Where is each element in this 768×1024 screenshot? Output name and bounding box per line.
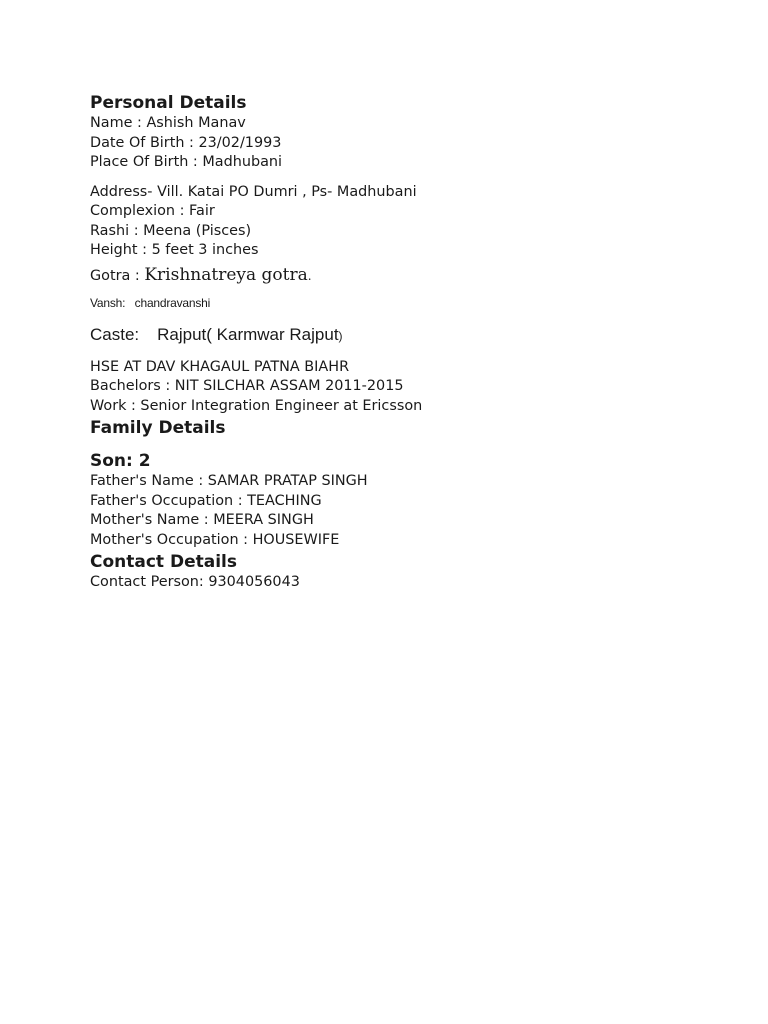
father-name-line: Father's Name : SAMAR PRATAP SINGH: [90, 473, 368, 489]
name-line: Name : Ashish Manav: [90, 115, 246, 131]
caste-line: [90, 324, 730, 347]
son-count: Son: 2: [90, 451, 151, 471]
contact-person-line: Contact Person: 9304056043: [90, 574, 300, 590]
caste-label: Caste:: [90, 324, 140, 344]
complexion-line: Complexion : Fair: [90, 203, 215, 219]
rashi-line: Rashi : Meena (Pisces): [90, 222, 252, 239]
gotra-line: [90, 264, 730, 287]
bachelors-line: Bachelors : NIT SILCHAR ASSAM 2011-2015: [90, 378, 404, 394]
mother-name-line: Mother's Name : MEERA SINGH: [90, 512, 314, 528]
caste-close: ): [338, 328, 343, 343]
dob-line: Date Of Birth : 23/02/1993: [90, 134, 282, 151]
address-line: Address- Vill. Katai PO Dumri , Ps- Madhubani: [90, 183, 417, 200]
personal-details-heading: Personal Details: [90, 93, 247, 113]
height-line: Height : 5 feet 3 inches: [90, 242, 259, 258]
vansh-line: Vansh: chandravanshi: [90, 295, 211, 310]
school-line: HSE AT DAV KHAGAUL PATNA BIAHR: [90, 358, 350, 375]
contact-details-heading: Contact Details: [90, 552, 237, 572]
father-occupation-line: Father's Occupation : TEACHING: [90, 492, 322, 509]
work-line: Work : Senior Integration Engineer at Ericsson: [90, 397, 423, 414]
document-body: [90, 92, 730, 593]
caste-value: Rajput( Karmwar Rajput: [157, 324, 339, 344]
gotra-dot: .: [307, 268, 312, 283]
pob-line: Place Of Birth : Madhubani: [90, 154, 283, 170]
gotra-label: Gotra :: [90, 267, 145, 284]
family-details-heading: Family Details: [90, 418, 226, 438]
mother-occupation-line: Mother's Occupation : HOUSEWIFE: [90, 531, 340, 548]
gotra-value: Krishnatreya gotra: [144, 264, 308, 285]
